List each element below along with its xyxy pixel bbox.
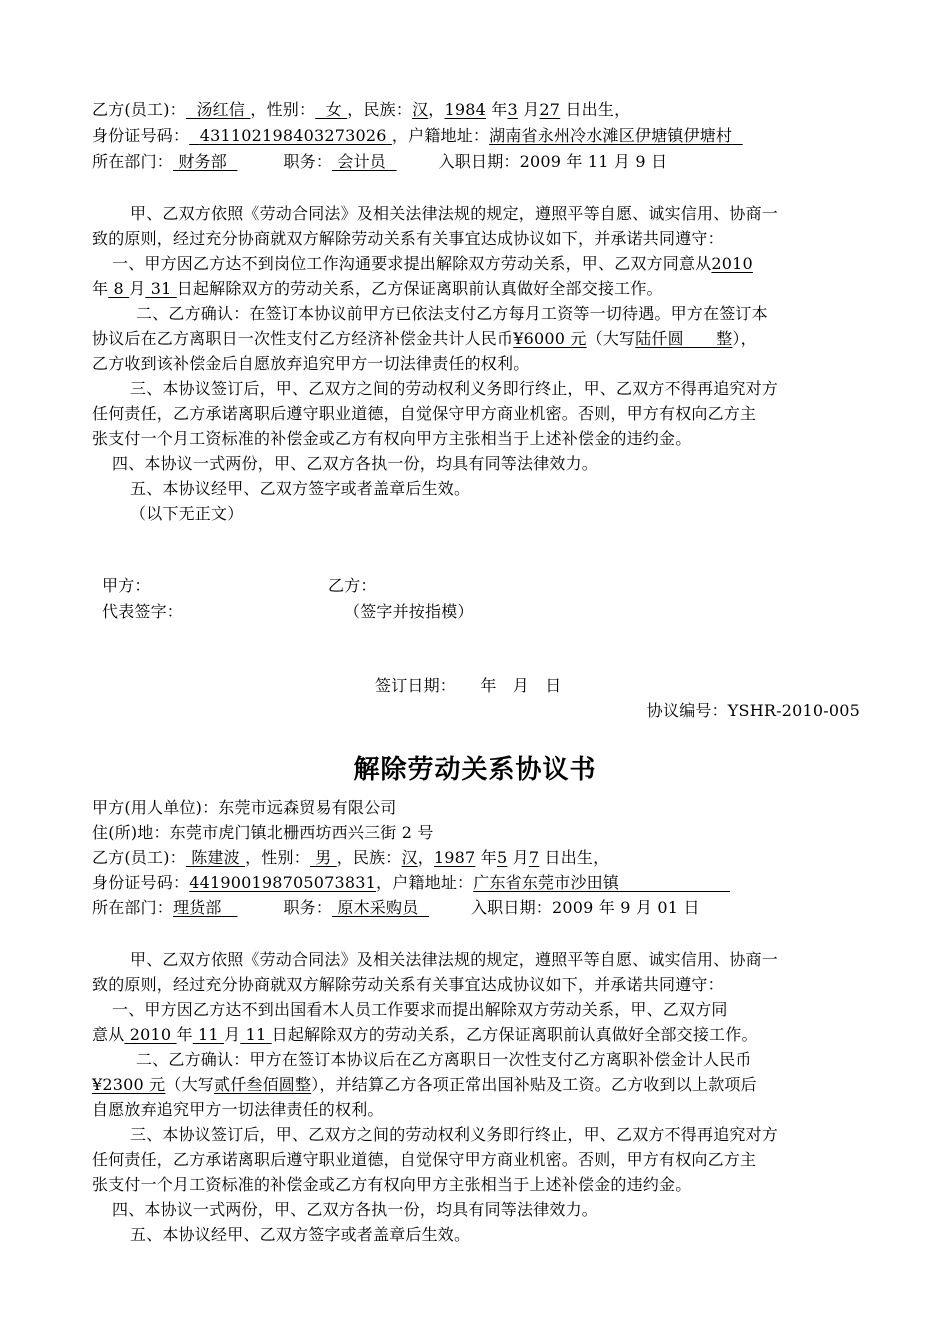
hukou-value: 湖南省永州冷水滩区伊塘镇伊塘村 bbox=[489, 126, 733, 145]
birth-day: 7 bbox=[528, 848, 540, 867]
party-b-line-2: 乙方(员工)： 陈建波 ，性别： 男 ，民族：汉，1987 年5 月7 日出生， bbox=[92, 848, 610, 867]
clause-2-line-2: 协议后在乙方离职日一次性支付乙方经济补偿金共计人民币¥6000 元（大写陆仟圆 整）， bbox=[92, 329, 757, 348]
end-day: 11 bbox=[245, 1025, 267, 1044]
clause-1-line-2: 年 8 月 31 日起解除双方的劳动关系，乙方保证离职前认真做好全部交接工作。 bbox=[92, 279, 663, 298]
party-a-line: 甲方(用人单位)：东莞市远森贸易有限公司 bbox=[92, 798, 397, 817]
signature-party-a: 甲方： bbox=[102, 576, 151, 595]
clause-5: 五、本协议经甲、乙双方签字或者盖章后生效。 bbox=[130, 479, 471, 498]
compensation-amount-words: 陆仟圆 整 bbox=[635, 329, 733, 348]
gender-value: 女 bbox=[325, 100, 342, 119]
address-line: 住(所)地：东莞市虎门镇北栅西坊西兴三街 2 号 bbox=[92, 823, 434, 842]
party-b-name: 陈建波 bbox=[191, 848, 240, 867]
clause-5: 五、本协议经甲、乙双方签字或者盖章后生效。 bbox=[130, 1225, 471, 1244]
id-label: 身份证号码： bbox=[92, 873, 190, 892]
intro-line-2: 致的原则，经过充分协商就双方解除劳动关系有关事宜达成协议如下，并承诺共同遵守： bbox=[92, 229, 724, 248]
dept-value: 理货部 bbox=[173, 898, 222, 917]
clause-2-line-1: 二、乙方确认：甲方在签订本协议后在乙方离职日一次性支付乙方离职补偿金计人民币 bbox=[136, 1050, 752, 1069]
birth-day: 27 bbox=[539, 100, 561, 119]
dept-line-2 bbox=[92, 898, 882, 918]
ethnicity-value: 汉 bbox=[401, 848, 418, 867]
hukou-label: ，户籍地址： bbox=[376, 873, 474, 892]
clause-3-line-1: 三、本协议签订后，甲、乙双方之间的劳动权利义务即行终止，甲、乙双方不得再追究对方 bbox=[130, 1125, 779, 1144]
dept-label: 所在部门： bbox=[92, 898, 174, 917]
party-b-line: 乙方(员工)： 汤红信 ，性别： 女 ，民族：汉，1984 年3 月27 日出生， bbox=[92, 100, 631, 119]
compensation-amount: ¥2300 元 bbox=[92, 1075, 166, 1094]
clause-1-line-1: 一、甲方因乙方达不到出国看木人员工作要求而提出解除双方劳动关系，甲、乙双方同 bbox=[112, 1000, 728, 1019]
signature-party-b: 乙方： bbox=[328, 576, 377, 595]
intro-line-1: 甲、乙双方依照《劳动合同法》及相关法律法规的规定，遵照平等自愿、诚实信用、协商一 bbox=[130, 204, 779, 223]
id-label: 身份证号码： bbox=[92, 126, 190, 145]
clause-2-line-3: 自愿放弃追究甲方一切法律责任的权利。 bbox=[92, 1100, 384, 1119]
end-month: 11 bbox=[198, 1025, 219, 1044]
clause-2-line-3: 乙方收到该补偿金后自愿放弃追究甲方一切法律责任的权利。 bbox=[92, 354, 530, 373]
hukou-value: 广东省东莞市沙田镇 bbox=[473, 873, 620, 892]
clause-1-line-1: 一、甲方因乙方达不到岗位工作沟通要求提出解除双方劳动关系，甲、乙双方同意从2010 bbox=[112, 254, 753, 273]
hire-date: 入职日期：2009 年 11 月 9 日 bbox=[438, 152, 668, 171]
clause-4: 四、本协议一式两份，甲、乙双方各执一份，均具有同等法律效力。 bbox=[112, 454, 599, 473]
ethnicity-label: ，民族： bbox=[336, 848, 402, 867]
dept-label: 所在部门： bbox=[92, 152, 174, 171]
dept-line bbox=[92, 152, 882, 172]
position-label: 职务： bbox=[283, 152, 333, 171]
clause-4: 四、本协议一式两份，甲、乙双方各执一份，均具有同等法律效力。 bbox=[112, 1200, 599, 1219]
gender-value: 男 bbox=[315, 848, 332, 867]
gender-label: ，性别： bbox=[250, 100, 316, 119]
gender-label: ，性别： bbox=[245, 848, 310, 867]
id-number: 431102198403273026 bbox=[199, 126, 387, 145]
intro-line-1: 甲、乙双方依照《劳动合同法》及相关法律法规的规定，遵照平等自愿、诚实信用、协商一 bbox=[130, 950, 779, 969]
birth-year: 1984 bbox=[444, 100, 487, 119]
hire-date: 入职日期：2009 年 9 月 01 日 bbox=[470, 898, 700, 917]
document-title: 解除劳动关系协议书 bbox=[353, 755, 597, 785]
intro-line-2: 致的原则，经过充分协商就双方解除劳动关系有关事宜达成协议如下，并承诺共同遵守： bbox=[92, 975, 724, 994]
end-year: 2010 bbox=[129, 1025, 172, 1044]
clause-2-line-1: 二、乙方确认：在签订本协议前甲方已依法支付乙方每月工资等一切待遇。甲方在签订本 bbox=[136, 304, 768, 323]
clause-3-line-2: 任何责任，乙方承诺离职后遵守职业道德，自觉保守甲方商业机密。否则，甲方有权向乙方主 bbox=[92, 404, 757, 423]
clause-2-line-2: ¥2300 元（大写贰仟叁佰圆整），并结算乙方各项正常出国补贴及工资。乙方收到以上款项后 bbox=[92, 1075, 757, 1094]
birth-suffix: 日出生， bbox=[565, 100, 631, 119]
compensation-amount: ¥6000 元 bbox=[513, 329, 587, 348]
id-line bbox=[92, 126, 882, 146]
end-year: 2010 bbox=[711, 254, 753, 273]
clause-3-line-3: 张支付一个月工资标准的补偿金或乙方有权向甲方主张相当于上述补偿金的违约金。 bbox=[92, 429, 692, 448]
end-day: 31 bbox=[150, 279, 172, 298]
birth-month: 3 bbox=[507, 100, 518, 119]
birth-month: 5 bbox=[496, 848, 508, 867]
position-value: 会计员 bbox=[337, 152, 387, 171]
sign-date: 签订日期： 年 月 日 bbox=[375, 676, 562, 695]
position-value: 原木采购员 bbox=[337, 898, 419, 917]
clause-3-line-1: 三、本协议签订后，甲、乙双方之间的劳动权利义务即行终止，甲、乙双方不得再追究对方 bbox=[130, 379, 779, 398]
end-note: （以下无正文） bbox=[130, 504, 244, 523]
end-month: 8 bbox=[113, 279, 124, 298]
representative-signature: 代表签字： bbox=[102, 602, 184, 621]
party-b-label: 乙方(员工)： bbox=[92, 848, 186, 867]
clause-1-line-2: 意从 2010 年 11 月 11 日起解除双方的劳动关系，乙方保证离职前认真做好全部交接工作。 bbox=[92, 1025, 758, 1044]
fingerprint-note: （签字并按指模） bbox=[344, 602, 474, 621]
compensation-amount-words: 贰仟叁佰圆整 bbox=[214, 1075, 312, 1094]
clause-3-line-3: 张支付一个月工资标准的补偿金或乙方有权向甲方主张相当于上述补偿金的违约金。 bbox=[92, 1175, 692, 1194]
position-label: 职务： bbox=[283, 898, 333, 917]
ethnicity-label: ，民族： bbox=[347, 100, 413, 119]
id-number: 441900198705073831 bbox=[189, 873, 377, 892]
hukou-label: ，户籍地址： bbox=[391, 126, 490, 145]
dept-value: 财务部 bbox=[178, 152, 227, 171]
birth-year: 1987 bbox=[433, 848, 476, 867]
ethnicity-value: 汉 bbox=[412, 100, 429, 119]
party-b-label: 乙方(员工)： bbox=[92, 100, 186, 119]
party-b-name: 汤红信 bbox=[196, 100, 246, 119]
clause-3-line-2: 任何责任，乙方承诺离职后遵守职业道德，自觉保守甲方商业机密。否则，甲方有权向乙方主 bbox=[92, 1150, 757, 1169]
id-line-2 bbox=[92, 873, 882, 893]
agreement-number: 协议编号：YSHR-2010-005 bbox=[646, 701, 860, 720]
birth-suffix: 日出生， bbox=[544, 848, 610, 867]
